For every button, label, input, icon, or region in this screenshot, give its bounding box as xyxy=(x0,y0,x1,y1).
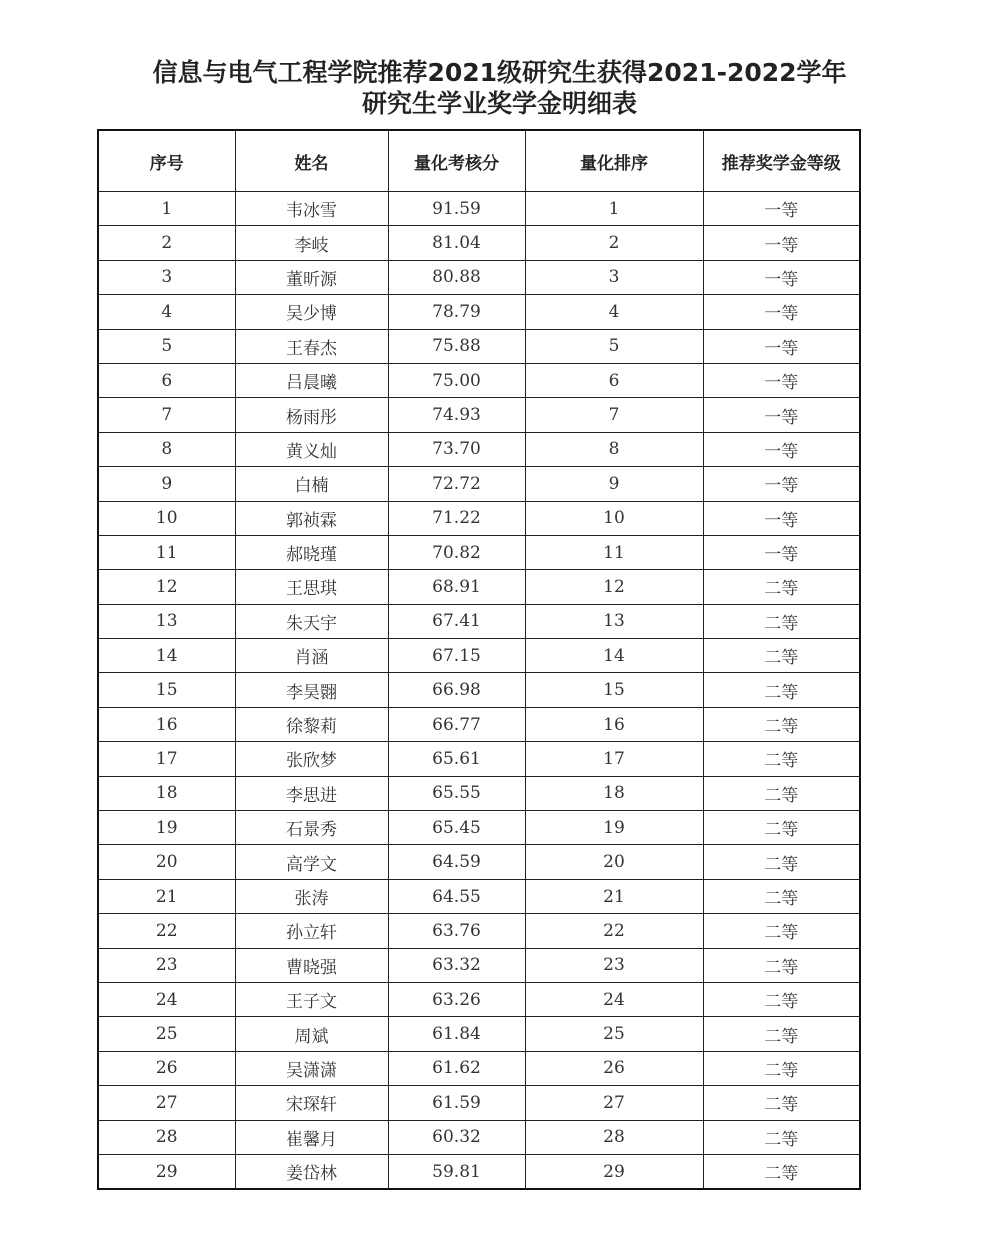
table-row xyxy=(98,192,860,226)
cell-index: 28 xyxy=(98,1120,235,1154)
cell-score: 91.59 xyxy=(388,192,525,226)
cell-rank: 11 xyxy=(525,535,703,569)
cell-index: 13 xyxy=(98,604,235,638)
cell-score: 61.62 xyxy=(388,1051,525,1085)
table-row xyxy=(98,501,860,535)
table-row xyxy=(98,845,860,879)
cell-level: 一等 xyxy=(703,363,860,397)
table-row xyxy=(98,1017,860,1051)
cell-rank: 20 xyxy=(525,845,703,879)
cell-index: 29 xyxy=(98,1154,235,1189)
cell-index: 12 xyxy=(98,570,235,604)
document-title-line-2: 研究生学业奖学金明细表 xyxy=(361,89,637,118)
cell-index: 14 xyxy=(98,639,235,673)
cell-score: 78.79 xyxy=(388,295,525,329)
table-header-row xyxy=(98,130,860,192)
cell-name: 董昕源 xyxy=(235,260,388,294)
cell-level: 二等 xyxy=(703,570,860,604)
table-row xyxy=(98,639,860,673)
cell-index: 2 xyxy=(98,226,235,260)
cell-name: 王子文 xyxy=(235,982,388,1016)
cell-name: 李思进 xyxy=(235,776,388,810)
cell-index: 18 xyxy=(98,776,235,810)
cell-index: 8 xyxy=(98,432,235,466)
table-body xyxy=(98,192,860,1190)
cell-rank: 29 xyxy=(525,1154,703,1189)
cell-level: 二等 xyxy=(703,1086,860,1120)
cell-score: 64.59 xyxy=(388,845,525,879)
cell-index: 17 xyxy=(98,742,235,776)
cell-score: 61.59 xyxy=(388,1086,525,1120)
cell-index: 15 xyxy=(98,673,235,707)
cell-index: 26 xyxy=(98,1051,235,1085)
cell-name: 姜岱林 xyxy=(235,1154,388,1189)
cell-rank: 12 xyxy=(525,570,703,604)
cell-name: 张欣梦 xyxy=(235,742,388,776)
cell-name: 吕晨曦 xyxy=(235,363,388,397)
table-row xyxy=(98,707,860,741)
table-row xyxy=(98,363,860,397)
cell-index: 3 xyxy=(98,260,235,294)
cell-index: 22 xyxy=(98,914,235,948)
cell-name: 杨雨彤 xyxy=(235,398,388,432)
cell-rank: 6 xyxy=(525,363,703,397)
cell-rank: 15 xyxy=(525,673,703,707)
cell-rank: 2 xyxy=(525,226,703,260)
cell-index: 9 xyxy=(98,467,235,501)
table-row xyxy=(98,1154,860,1189)
cell-level: 一等 xyxy=(703,432,860,466)
table-row xyxy=(98,432,860,466)
cell-level: 一等 xyxy=(703,501,860,535)
header-rank: 量化排序 xyxy=(525,130,703,192)
table-row xyxy=(98,1086,860,1120)
cell-name: 高学文 xyxy=(235,845,388,879)
cell-rank: 27 xyxy=(525,1086,703,1120)
cell-score: 63.76 xyxy=(388,914,525,948)
cell-level: 一等 xyxy=(703,295,860,329)
cell-score: 65.55 xyxy=(388,776,525,810)
cell-level: 二等 xyxy=(703,845,860,879)
cell-rank: 10 xyxy=(525,501,703,535)
cell-level: 二等 xyxy=(703,879,860,913)
cell-name: 朱天宇 xyxy=(235,604,388,638)
cell-index: 6 xyxy=(98,363,235,397)
cell-level: 二等 xyxy=(703,982,860,1016)
cell-index: 23 xyxy=(98,948,235,982)
table-row xyxy=(98,535,860,569)
cell-name: 肖涵 xyxy=(235,639,388,673)
cell-score: 59.81 xyxy=(388,1154,525,1189)
cell-index: 10 xyxy=(98,501,235,535)
cell-level: 二等 xyxy=(703,1017,860,1051)
cell-score: 81.04 xyxy=(388,226,525,260)
cell-score: 66.77 xyxy=(388,707,525,741)
cell-index: 19 xyxy=(98,811,235,845)
table-row xyxy=(98,1051,860,1085)
cell-score: 73.70 xyxy=(388,432,525,466)
scholarship-table xyxy=(97,129,861,1190)
cell-score: 67.15 xyxy=(388,639,525,673)
cell-score: 65.45 xyxy=(388,811,525,845)
cell-index: 11 xyxy=(98,535,235,569)
cell-level: 二等 xyxy=(703,1120,860,1154)
cell-level: 二等 xyxy=(703,1154,860,1189)
cell-rank: 14 xyxy=(525,639,703,673)
cell-score: 75.88 xyxy=(388,329,525,363)
cell-rank: 3 xyxy=(525,260,703,294)
cell-rank: 26 xyxy=(525,1051,703,1085)
cell-name: 王春杰 xyxy=(235,329,388,363)
cell-level: 二等 xyxy=(703,948,860,982)
cell-name: 吴潇潇 xyxy=(235,1051,388,1085)
table-row xyxy=(98,604,860,638)
table-row xyxy=(98,260,860,294)
cell-name: 黄义灿 xyxy=(235,432,388,466)
table-row xyxy=(98,226,860,260)
cell-rank: 4 xyxy=(525,295,703,329)
cell-score: 71.22 xyxy=(388,501,525,535)
cell-name: 李岐 xyxy=(235,226,388,260)
cell-name: 韦冰雪 xyxy=(235,192,388,226)
cell-index: 4 xyxy=(98,295,235,329)
table-row xyxy=(98,948,860,982)
cell-index: 16 xyxy=(98,707,235,741)
cell-rank: 17 xyxy=(525,742,703,776)
cell-rank: 28 xyxy=(525,1120,703,1154)
table-row xyxy=(98,570,860,604)
cell-score: 74.93 xyxy=(388,398,525,432)
cell-name: 吴少博 xyxy=(235,295,388,329)
table-row xyxy=(98,467,860,501)
cell-score: 75.00 xyxy=(388,363,525,397)
header-name: 姓名 xyxy=(235,130,388,192)
table-row xyxy=(98,673,860,707)
table-row xyxy=(98,776,860,810)
cell-rank: 7 xyxy=(525,398,703,432)
cell-name: 石景秀 xyxy=(235,811,388,845)
cell-level: 一等 xyxy=(703,329,860,363)
table-row xyxy=(98,742,860,776)
header-index: 序号 xyxy=(98,130,235,192)
cell-level: 一等 xyxy=(703,260,860,294)
cell-index: 5 xyxy=(98,329,235,363)
cell-level: 一等 xyxy=(703,467,860,501)
cell-name: 徐黎莉 xyxy=(235,707,388,741)
cell-name: 周斌 xyxy=(235,1017,388,1051)
cell-level: 一等 xyxy=(703,226,860,260)
cell-rank: 23 xyxy=(525,948,703,982)
cell-name: 郝晓瑾 xyxy=(235,535,388,569)
cell-score: 66.98 xyxy=(388,673,525,707)
cell-index: 24 xyxy=(98,982,235,1016)
cell-score: 63.32 xyxy=(388,948,525,982)
cell-rank: 25 xyxy=(525,1017,703,1051)
cell-score: 65.61 xyxy=(388,742,525,776)
cell-name: 崔馨月 xyxy=(235,1120,388,1154)
cell-name: 郭祯霖 xyxy=(235,501,388,535)
header-level: 推荐奖学金等级 xyxy=(703,130,860,192)
cell-index: 7 xyxy=(98,398,235,432)
cell-level: 二等 xyxy=(703,673,860,707)
table-row xyxy=(98,1120,860,1154)
cell-rank: 21 xyxy=(525,879,703,913)
table-row xyxy=(98,879,860,913)
cell-level: 二等 xyxy=(703,811,860,845)
cell-score: 60.32 xyxy=(388,1120,525,1154)
cell-score: 70.82 xyxy=(388,535,525,569)
cell-name: 张涛 xyxy=(235,879,388,913)
cell-score: 68.91 xyxy=(388,570,525,604)
cell-level: 二等 xyxy=(703,1051,860,1085)
table-row xyxy=(98,982,860,1016)
cell-rank: 1 xyxy=(525,192,703,226)
cell-rank: 16 xyxy=(525,707,703,741)
cell-level: 二等 xyxy=(703,639,860,673)
header-score: 量化考核分 xyxy=(388,130,525,192)
table-row xyxy=(98,398,860,432)
cell-index: 25 xyxy=(98,1017,235,1051)
cell-index: 1 xyxy=(98,192,235,226)
cell-level: 一等 xyxy=(703,398,860,432)
cell-rank: 13 xyxy=(525,604,703,638)
table-row xyxy=(98,811,860,845)
cell-score: 61.84 xyxy=(388,1017,525,1051)
cell-index: 21 xyxy=(98,879,235,913)
cell-level: 一等 xyxy=(703,535,860,569)
cell-index: 20 xyxy=(98,845,235,879)
cell-level: 一等 xyxy=(703,192,860,226)
cell-score: 64.55 xyxy=(388,879,525,913)
cell-name: 白楠 xyxy=(235,467,388,501)
cell-rank: 5 xyxy=(525,329,703,363)
cell-rank: 19 xyxy=(525,811,703,845)
cell-name: 宋琛轩 xyxy=(235,1086,388,1120)
table-row xyxy=(98,914,860,948)
cell-score: 72.72 xyxy=(388,467,525,501)
cell-index: 27 xyxy=(98,1086,235,1120)
cell-rank: 8 xyxy=(525,432,703,466)
cell-level: 二等 xyxy=(703,604,860,638)
cell-level: 二等 xyxy=(703,914,860,948)
table-row xyxy=(98,329,860,363)
cell-level: 二等 xyxy=(703,776,860,810)
cell-name: 曹晓强 xyxy=(235,948,388,982)
cell-score: 67.41 xyxy=(388,604,525,638)
cell-rank: 22 xyxy=(525,914,703,948)
table-row xyxy=(98,295,860,329)
cell-rank: 24 xyxy=(525,982,703,1016)
cell-score: 63.26 xyxy=(388,982,525,1016)
cell-rank: 18 xyxy=(525,776,703,810)
cell-level: 二等 xyxy=(703,707,860,741)
cell-score: 80.88 xyxy=(388,260,525,294)
cell-name: 王思琪 xyxy=(235,570,388,604)
cell-rank: 9 xyxy=(525,467,703,501)
document-title-line-1: 信息与电气工程学院推荐2021级研究生获得2021-2022学年 xyxy=(152,58,847,87)
cell-name: 李昊翾 xyxy=(235,673,388,707)
cell-name: 孙立轩 xyxy=(235,914,388,948)
cell-level: 二等 xyxy=(703,742,860,776)
